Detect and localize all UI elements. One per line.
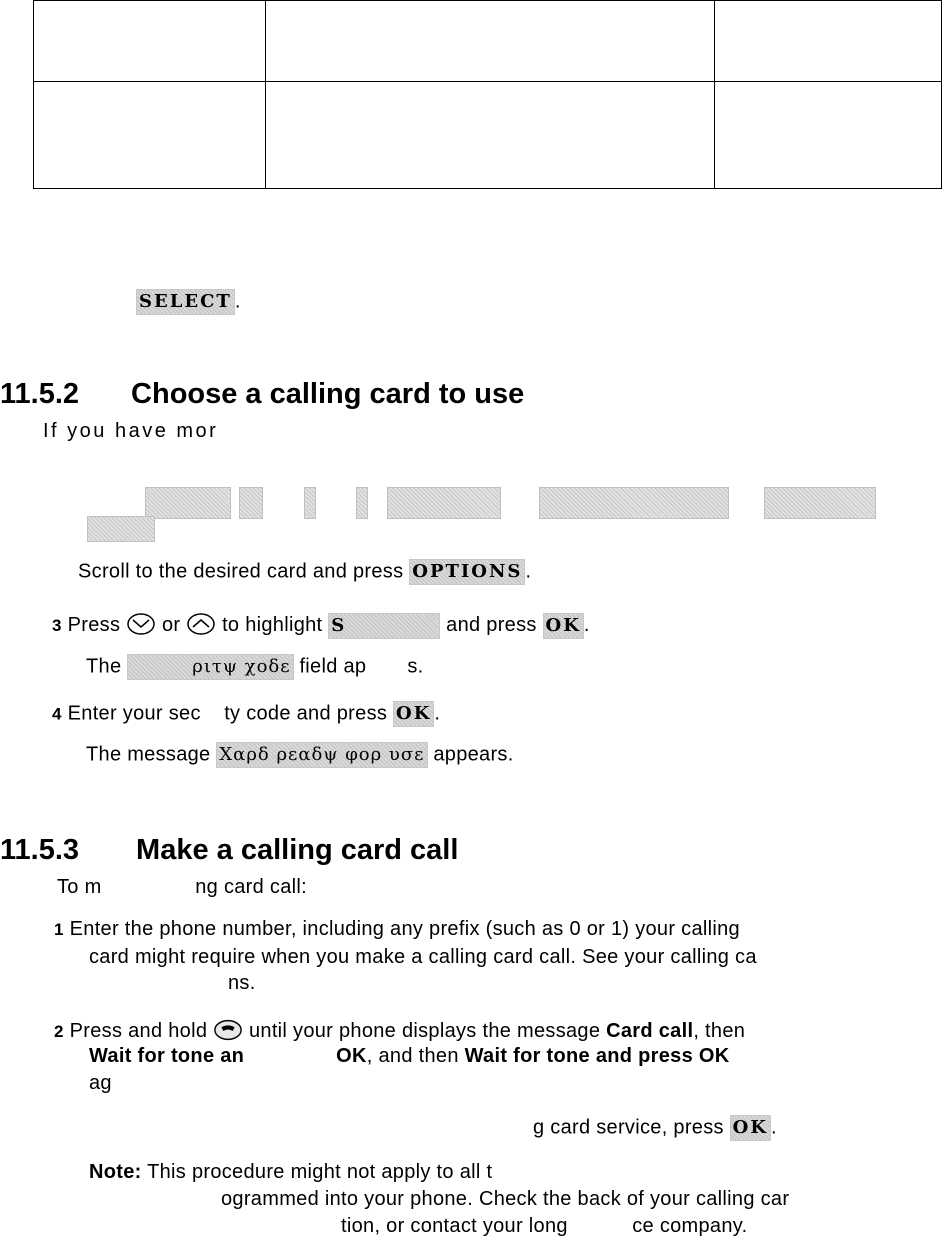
step-3 — [52, 611, 590, 639]
step-4-result-suffix: appears. — [427, 743, 514, 766]
table-cell — [34, 1, 266, 82]
section-intro: To m ng card call: — [57, 876, 307, 898]
step-3-suffix: . — [583, 614, 590, 636]
step-2 — [54, 1017, 745, 1043]
ok-key-label: OK — [730, 1115, 771, 1141]
step-4-result-text: The message — [86, 743, 217, 766]
table-cell — [715, 82, 942, 189]
scroll-down-icon — [126, 611, 156, 637]
note-line-3: tion, or contact your long ce company. — [341, 1215, 748, 1237]
step-4 — [52, 701, 440, 727]
ok-key-label: OK — [393, 701, 434, 727]
step-1-line-2: card might require when you make a calling card call. See your calling ca — [89, 946, 757, 968]
step-3-result — [86, 654, 423, 680]
step-3-result-the: The — [86, 655, 122, 678]
section-number: 11.5.3 — [0, 834, 80, 866]
step-4-text: Enter your sec ty code and press — [67, 702, 394, 725]
table-row — [34, 82, 942, 189]
section-heading-11-5-3 — [0, 834, 458, 867]
step-scroll-suffix: . — [525, 560, 532, 583]
step-3-press: Press — [67, 614, 121, 636]
step-3-and-press: and press — [446, 614, 537, 636]
card-ready-key-label: Χαρδ ρεαδψ φορ υσε — [216, 742, 427, 768]
section-intro: If you have mor — [43, 420, 219, 442]
table-cell — [715, 1, 942, 82]
step-2-line-3: ag — [89, 1072, 112, 1094]
obscured-text-block — [145, 487, 876, 519]
section-heading-11-5-2 — [0, 378, 524, 411]
section-number: 11.5.2 — [0, 378, 80, 410]
select-suffix: . — [234, 290, 241, 313]
step-2-until: until your phone displays the message — [248, 1020, 607, 1042]
select-key-label: SELECT — [136, 289, 235, 315]
note-line-1: This procedure might not apply to all t — [147, 1161, 493, 1183]
step-scroll — [78, 559, 531, 585]
step-number: 2 — [54, 1022, 64, 1041]
note-label: Note: — [89, 1161, 142, 1183]
highlight-key-label: S — [328, 613, 440, 639]
step-3-to-highlight: to highlight — [222, 614, 323, 636]
security-code-key-label: ριτψ χοδε — [127, 654, 293, 680]
step-1-line-3: ns. — [228, 972, 256, 994]
table-row — [34, 1, 942, 82]
select-line — [136, 289, 241, 315]
obscured-text-block — [87, 516, 155, 542]
step-number: 3 — [52, 616, 62, 635]
step-4-result — [86, 742, 514, 768]
note — [89, 1161, 492, 1184]
step-2-and-then: , and then — [366, 1045, 465, 1067]
step-2-service-text: g card service, press — [533, 1116, 730, 1139]
step-2-press-hold: Press and hold — [69, 1020, 208, 1042]
step-3-or: or — [161, 614, 181, 636]
step-3-result-text: field ap s. — [299, 655, 424, 678]
card-call-label: Card call — [606, 1020, 694, 1042]
step-2-line-2 — [89, 1045, 729, 1068]
table-cell — [265, 1, 715, 82]
table-cell — [265, 82, 715, 189]
table-cell — [34, 82, 266, 189]
wait-tone-press-label: Wait for tone and press OK — [464, 1045, 730, 1067]
note-line-2: ogrammed into your phone. Check the back of your calling car — [221, 1188, 790, 1210]
step-1-line-1: Enter the phone number, including any prefix (such as 0 or 1) your calling — [69, 918, 740, 940]
step-2-then: , then — [693, 1020, 746, 1042]
section-title: Choose a calling card to use — [131, 378, 525, 410]
step-number: 1 — [54, 920, 64, 939]
wait-tone-label: Wait for tone an — [89, 1045, 245, 1067]
section-title: Make a calling card call — [136, 834, 459, 866]
scroll-up-icon — [186, 611, 216, 637]
step-2-service-suffix: . — [771, 1116, 777, 1139]
step-number: 4 — [52, 704, 62, 724]
ok-key-label: OK — [543, 613, 584, 639]
step-1 — [54, 918, 740, 941]
options-key-label: OPTIONS — [409, 559, 525, 585]
step-2-service — [533, 1115, 777, 1141]
ok-label: OK — [336, 1045, 367, 1067]
step-scroll-text: Scroll to the desired card and press — [78, 560, 410, 583]
talk-key-icon — [213, 1017, 243, 1043]
top-table — [33, 0, 942, 189]
step-4-suffix: . — [434, 702, 441, 725]
